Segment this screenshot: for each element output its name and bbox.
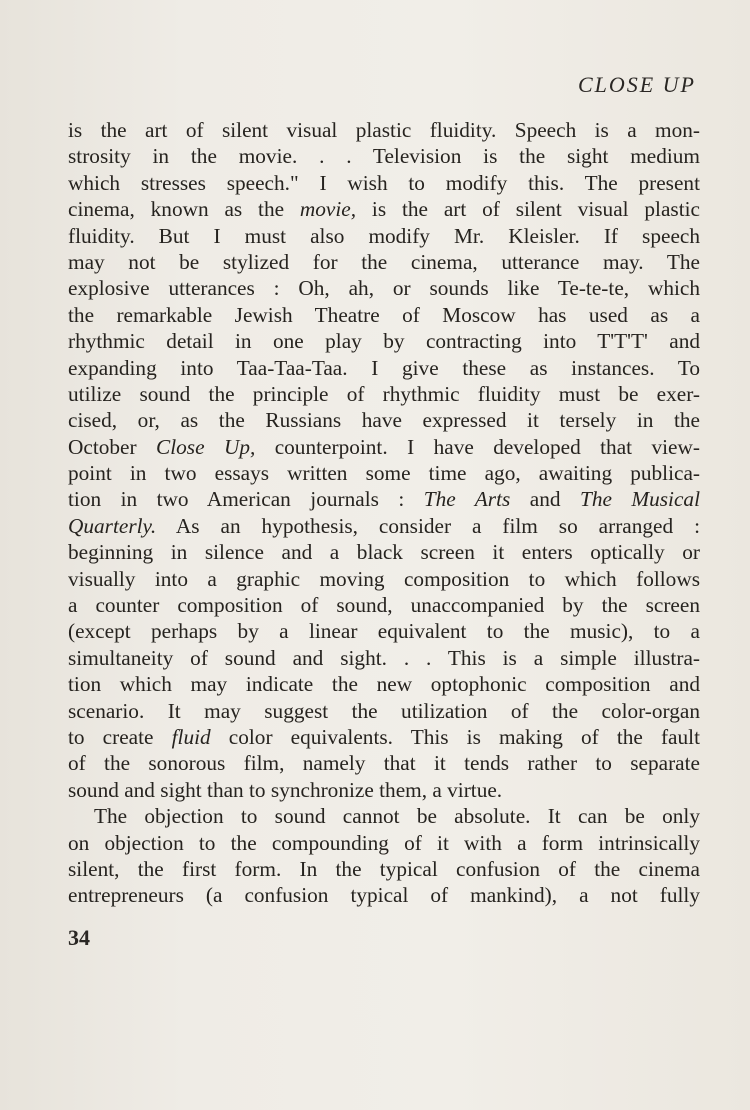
text-line: is the art of silent visual plastic fluidity. Speech is a mon- [68, 118, 700, 142]
text-line: cinema, known as the movie, is the art of silent visual plastic [68, 197, 700, 222]
text-line: on objection to the compounding of it with a form intrinsically [68, 830, 700, 855]
text-line: silent, the first form. In the typical confusion of the cinema [68, 856, 700, 881]
text-line: point in two essays written some time ago, awaiting publica- [68, 461, 700, 486]
text-line: a counter composition of sound, unaccompanied by the screen [68, 593, 700, 618]
text-line: beginning in silence and a black screen it enters optically or [68, 540, 700, 565]
text-line: which stresses speech." I wish to modify this. The present [68, 170, 700, 195]
text-line: to create fluid color equivalents. This is making of the fault [68, 724, 700, 749]
text-line: October Close Up, counterpoint. I have developed that view- [68, 434, 700, 459]
text-line: The objection to sound cannot be absolute. It can be only [94, 804, 700, 829]
body-text [68, 117, 700, 909]
text-line: expanding into Taa-Taa-Taa. I give these as instances. To [68, 355, 700, 380]
text-line: visually into a graphic moving composition to which follows [68, 566, 700, 591]
page-number: 34 [68, 925, 90, 950]
text-line: (except perhaps by a linear equivalent to the music), to a [68, 619, 700, 644]
text-line: explosive utterances : Oh, ah, or sounds like Te-te-te, which [68, 276, 700, 301]
text-line: sound and sight than to synchronize them, a virtue. [68, 777, 503, 802]
text-line: may not be stylized for the cinema, utterance may. The [68, 249, 700, 274]
text-line: tion which may indicate the new optophonic composition and [68, 672, 700, 697]
text-line: scenario. It may suggest the utilization of the color-organ [68, 698, 700, 723]
text-line: simultaneity of sound and sight. . . This is a simple illustra- [68, 645, 700, 670]
text-line: the remarkable Jewish Theatre of Moscow has used as a [68, 302, 700, 327]
text-line: rhythmic detail in one play by contracting into T'T'T' and [68, 329, 700, 354]
running-head: CLOSE UP [577, 72, 696, 97]
text-line: utilize sound the principle of rhythmic fluidity must be exer- [68, 381, 700, 406]
text-line: strosity in the movie. . . Television is the sight medium [68, 144, 700, 169]
text-line: Quarterly. As an hypothesis, consider a film so arranged : [68, 513, 700, 538]
text-line: entrepreneurs (a confusion typical of mankind), a not fully [68, 883, 700, 908]
text-line: of the sonorous film, namely that it tends rather to separate [68, 751, 700, 776]
text-line: cised, or, as the Russians have expressed it tersely in the [68, 408, 700, 433]
text-line: fluidity. But I must also modify Mr. Kleisler. If speech [68, 223, 700, 248]
text-line: tion in two American journals : The Arts and The Musical [68, 487, 700, 512]
